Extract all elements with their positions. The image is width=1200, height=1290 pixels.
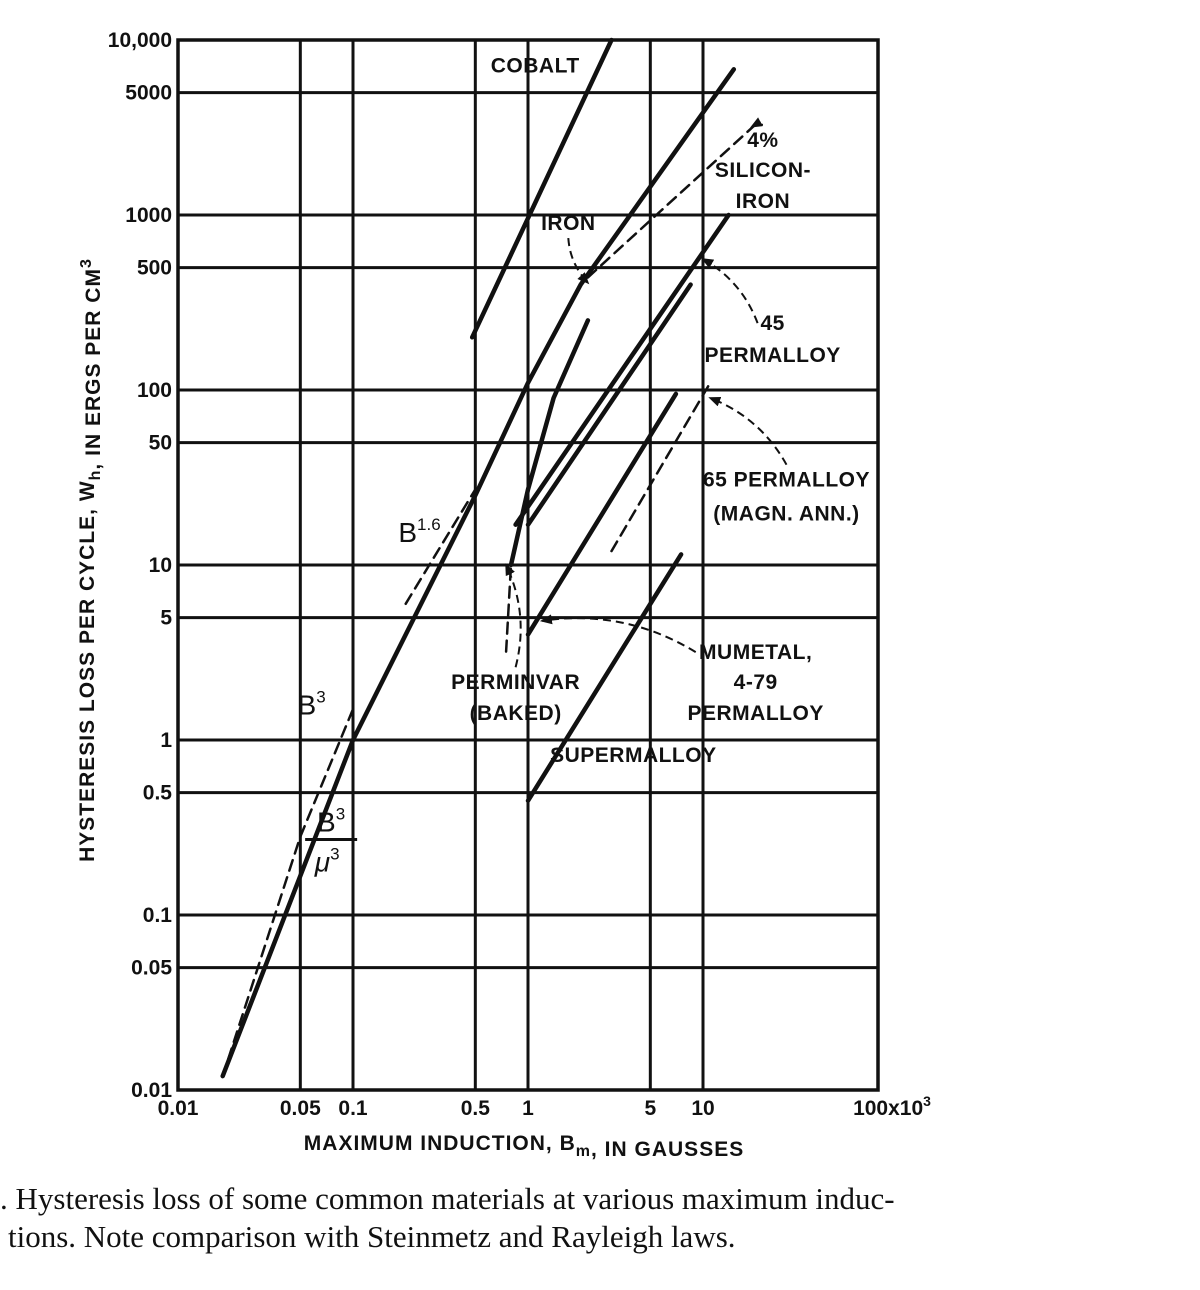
- label-perminvar: PERMINVAR: [451, 671, 581, 695]
- label-silicon: SILICON-: [714, 158, 812, 182]
- series-4-silicon-iron-line: [588, 124, 756, 277]
- y-tick-label: 1: [160, 729, 172, 752]
- label-mumetal: MUMETAL,: [699, 641, 813, 665]
- label-4: 4%: [747, 128, 779, 152]
- label-45: 45: [760, 312, 785, 336]
- y-tick-label: 0.01: [131, 1079, 172, 1102]
- x-tick-label: 0.05: [279, 1097, 321, 1120]
- x-tick-label: 5: [644, 1097, 657, 1120]
- x-axis-title: MAXIMUM INDUCTION, $B_m$, IN GAUSSES: [303, 1132, 745, 1161]
- y-tick-label: 500: [136, 256, 172, 280]
- y-tick-label: 0.05: [131, 956, 172, 980]
- x-tick-label: 1: [522, 1097, 534, 1120]
- x-tick-label: 0.5: [460, 1097, 490, 1120]
- label-baked: (BAKED): [469, 702, 562, 726]
- label-iron: IRON: [541, 212, 596, 236]
- label-permalloy: PERMALLOY: [704, 343, 841, 367]
- label-permalloy: PERMALLOY: [687, 702, 824, 726]
- label-iron: IRON: [735, 189, 791, 213]
- y-tick-label: 0.5: [142, 781, 172, 805]
- annotation-labels: [298, 55, 870, 878]
- series-65-permalloy-magn-ann-line: [612, 383, 711, 551]
- x-tick-label: $100x10^3$: [853, 1093, 931, 1120]
- y-tick-label: 0.1: [142, 904, 172, 927]
- y-tick-label: 1000: [125, 204, 172, 227]
- y-axis-title: HYSTERESIS LOSS PER CYCLE, $W_h$, IN ERGS PER $CM^3$: [76, 258, 105, 862]
- arrow-65-permalloy: [710, 398, 786, 465]
- label-b3-over-mu3: $B^3$: [317, 804, 346, 838]
- label-mu3: $\mu^3$: [314, 844, 340, 878]
- label-65-permalloy: 65 PERMALLOY: [702, 468, 871, 492]
- series-perminvar-baked-line: [506, 565, 511, 652]
- y-tick-label: 50: [148, 431, 172, 455]
- x-tick-label: 0.01: [157, 1097, 199, 1120]
- caption-line-1: . Hysteresis loss of some common materials at various maximum induc-: [0, 1181, 895, 1216]
- label-magn-ann: (MAGN. ANN.): [713, 502, 860, 526]
- y-tick-label: 100: [136, 379, 172, 402]
- label-4-79: 4-79: [733, 671, 778, 695]
- caption-line-2: tions. Note comparison with Steinmetz and Rayleigh laws.: [8, 1219, 736, 1254]
- series-layer: [223, 40, 756, 1076]
- tick-labels: [108, 29, 931, 1120]
- figure-caption: [0, 1180, 1200, 1256]
- y-tick-label: 5000: [125, 81, 172, 105]
- series-cobalt-line: [472, 40, 611, 337]
- label-b3: $B^3$: [297, 687, 326, 721]
- y-tick-label: 10: [148, 554, 172, 577]
- label-supermalloy: SUPERMALLOY: [550, 743, 717, 767]
- y-tick-label: 10,000: [107, 29, 172, 52]
- label-b1-6: $B^{1.6}$: [398, 515, 441, 549]
- x-tick-label: 10: [691, 1097, 715, 1120]
- x-tick-label: 0.1: [338, 1097, 368, 1120]
- arrow-mumetal: [542, 618, 696, 652]
- y-tick-label: 5: [160, 606, 172, 630]
- label-cobalt: COBALT: [490, 54, 580, 78]
